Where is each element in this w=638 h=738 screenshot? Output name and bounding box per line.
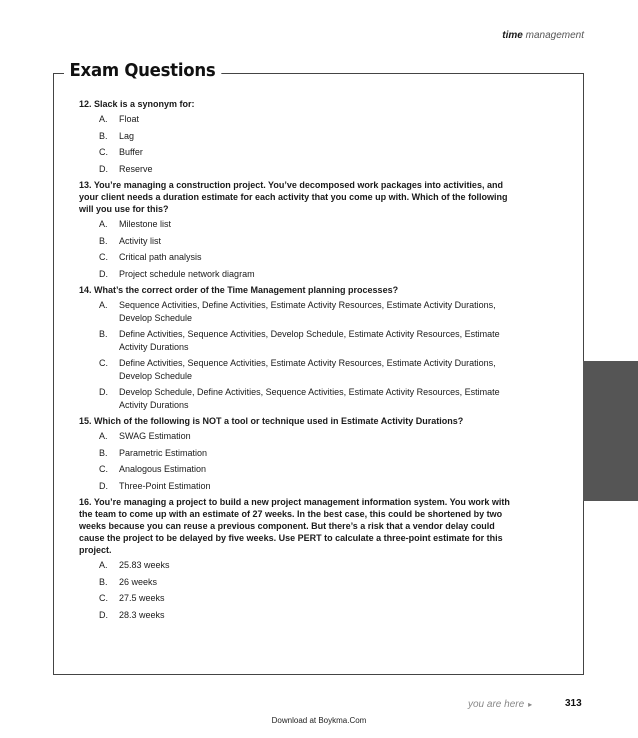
option-letter: A. (99, 114, 108, 124)
option-text: Float (119, 114, 140, 124)
question-text: 14. What’s the correct order of the Time Management planning processes? (79, 285, 399, 295)
option-text: Sequence Activities, Define Activities, Estimate Activity Resources, Estimate Activity Durations, Develop Schedule (119, 300, 496, 323)
answer-options (79, 559, 519, 621)
option-letter: A. (99, 431, 108, 441)
answer-option (99, 576, 519, 589)
option-text: 28.3 weeks (119, 609, 165, 620)
option-letter: D. (99, 163, 108, 174)
option-text: 27.5 weeks (119, 593, 165, 603)
option-letter: B. (99, 329, 108, 339)
answer-option (99, 299, 519, 324)
section-title: Exam Questions (64, 60, 221, 81)
option-letter: B. (99, 235, 108, 246)
option-letter: A. (99, 219, 108, 229)
running-head-rest: management (522, 30, 584, 41)
option-text: Activity list (119, 235, 162, 246)
option-text: 26 weeks (119, 576, 158, 587)
answer-option (99, 251, 519, 264)
option-letter: B. (99, 576, 108, 587)
option-text: Three-Point Estimation (119, 480, 211, 491)
running-head (502, 30, 584, 41)
answer-option (99, 113, 519, 126)
answer-option (99, 146, 519, 159)
option-letter: D. (99, 480, 108, 491)
option-letter: D. (99, 609, 108, 620)
option-letter: B. (99, 447, 108, 458)
option-letter: C. (99, 593, 108, 603)
option-letter: C. (99, 147, 108, 157)
answer-option (99, 463, 519, 476)
nav-text: you are here (468, 699, 525, 710)
questions-list (79, 98, 519, 625)
answer-option (99, 447, 519, 460)
answer-option (99, 218, 519, 231)
option-text: Lag (119, 130, 135, 141)
option-text: Analogous Estimation (119, 464, 207, 474)
option-text: 25.83 weeks (119, 560, 170, 570)
question-block (79, 98, 519, 175)
running-head-bold: time (502, 30, 523, 41)
answer-options (79, 218, 519, 280)
answer-option (99, 130, 519, 143)
answer-option (99, 480, 519, 493)
question-text: 12. Slack is a synonym for: (79, 99, 195, 109)
answer-option (99, 430, 519, 443)
option-text: Project schedule network diagram (119, 268, 255, 279)
option-letter: C. (99, 252, 108, 262)
option-text: Buffer (119, 147, 143, 157)
question-block (79, 179, 519, 280)
option-text: Reserve (119, 163, 153, 174)
option-text: Define Activities, Sequence Activities, Develop Schedule, Estimate Activity Resources, Estimate Activity Durations (119, 329, 500, 352)
download-credit: Download at Boykma.Com (271, 716, 367, 725)
answer-option (99, 268, 519, 281)
answer-options (79, 299, 519, 411)
answer-option (99, 609, 519, 622)
option-text: Milestone list (119, 219, 172, 229)
option-letter: C. (99, 464, 108, 474)
option-text: Parametric Estimation (119, 447, 208, 458)
answer-option (99, 357, 519, 382)
answer-option (99, 235, 519, 248)
chapter-side-tab (583, 361, 638, 501)
answer-option (99, 163, 519, 176)
answer-option (99, 559, 519, 572)
option-letter: D. (99, 268, 108, 279)
question-text: 16. You’re managing a project to build a new project management information system. You work with the team to come up with an estimate of 27 weeks. In the best case, this could be shortened by two weeks because you can reuse a previous component. But there’s a risk that a vendor delay could cause the project to be delayed by five weeks. Use PERT to calculate a three-point estimate for this project. (79, 497, 510, 555)
option-letter: A. (99, 560, 108, 570)
page-number: 313 (565, 698, 582, 709)
option-letter: C. (99, 358, 108, 368)
option-letter: D. (99, 387, 108, 397)
option-letter: B. (99, 130, 108, 141)
option-text: SWAG Estimation (119, 431, 191, 441)
question-block (79, 496, 519, 621)
question-block (79, 284, 519, 411)
option-text: Critical path analysis (119, 252, 202, 262)
arrow-right-icon: ▸ (528, 700, 533, 709)
answer-option (99, 328, 519, 353)
question-text: 15. Which of the following is NOT a tool or technique used in Estimate Activity Durations? (79, 416, 464, 426)
answer-option (99, 386, 519, 411)
option-letter: A. (99, 300, 108, 310)
you-are-here-nav (468, 699, 532, 710)
option-text: Develop Schedule, Define Activities, Sequence Activities, Estimate Activity Resources, Estimate Activity Durations (119, 387, 500, 410)
answer-options (79, 430, 519, 492)
question-text: 13. You’re managing a construction project. You’ve decomposed work packages into activities, and your client needs a duration estimate for each activity that you come up with. Which of the following will you use for this? (79, 180, 508, 214)
option-text: Define Activities, Sequence Activities, Estimate Activity Resources, Estimate Activity Durations, Develop Schedule (119, 358, 496, 381)
question-block (79, 415, 519, 492)
answer-options (79, 113, 519, 175)
answer-option (99, 592, 519, 605)
